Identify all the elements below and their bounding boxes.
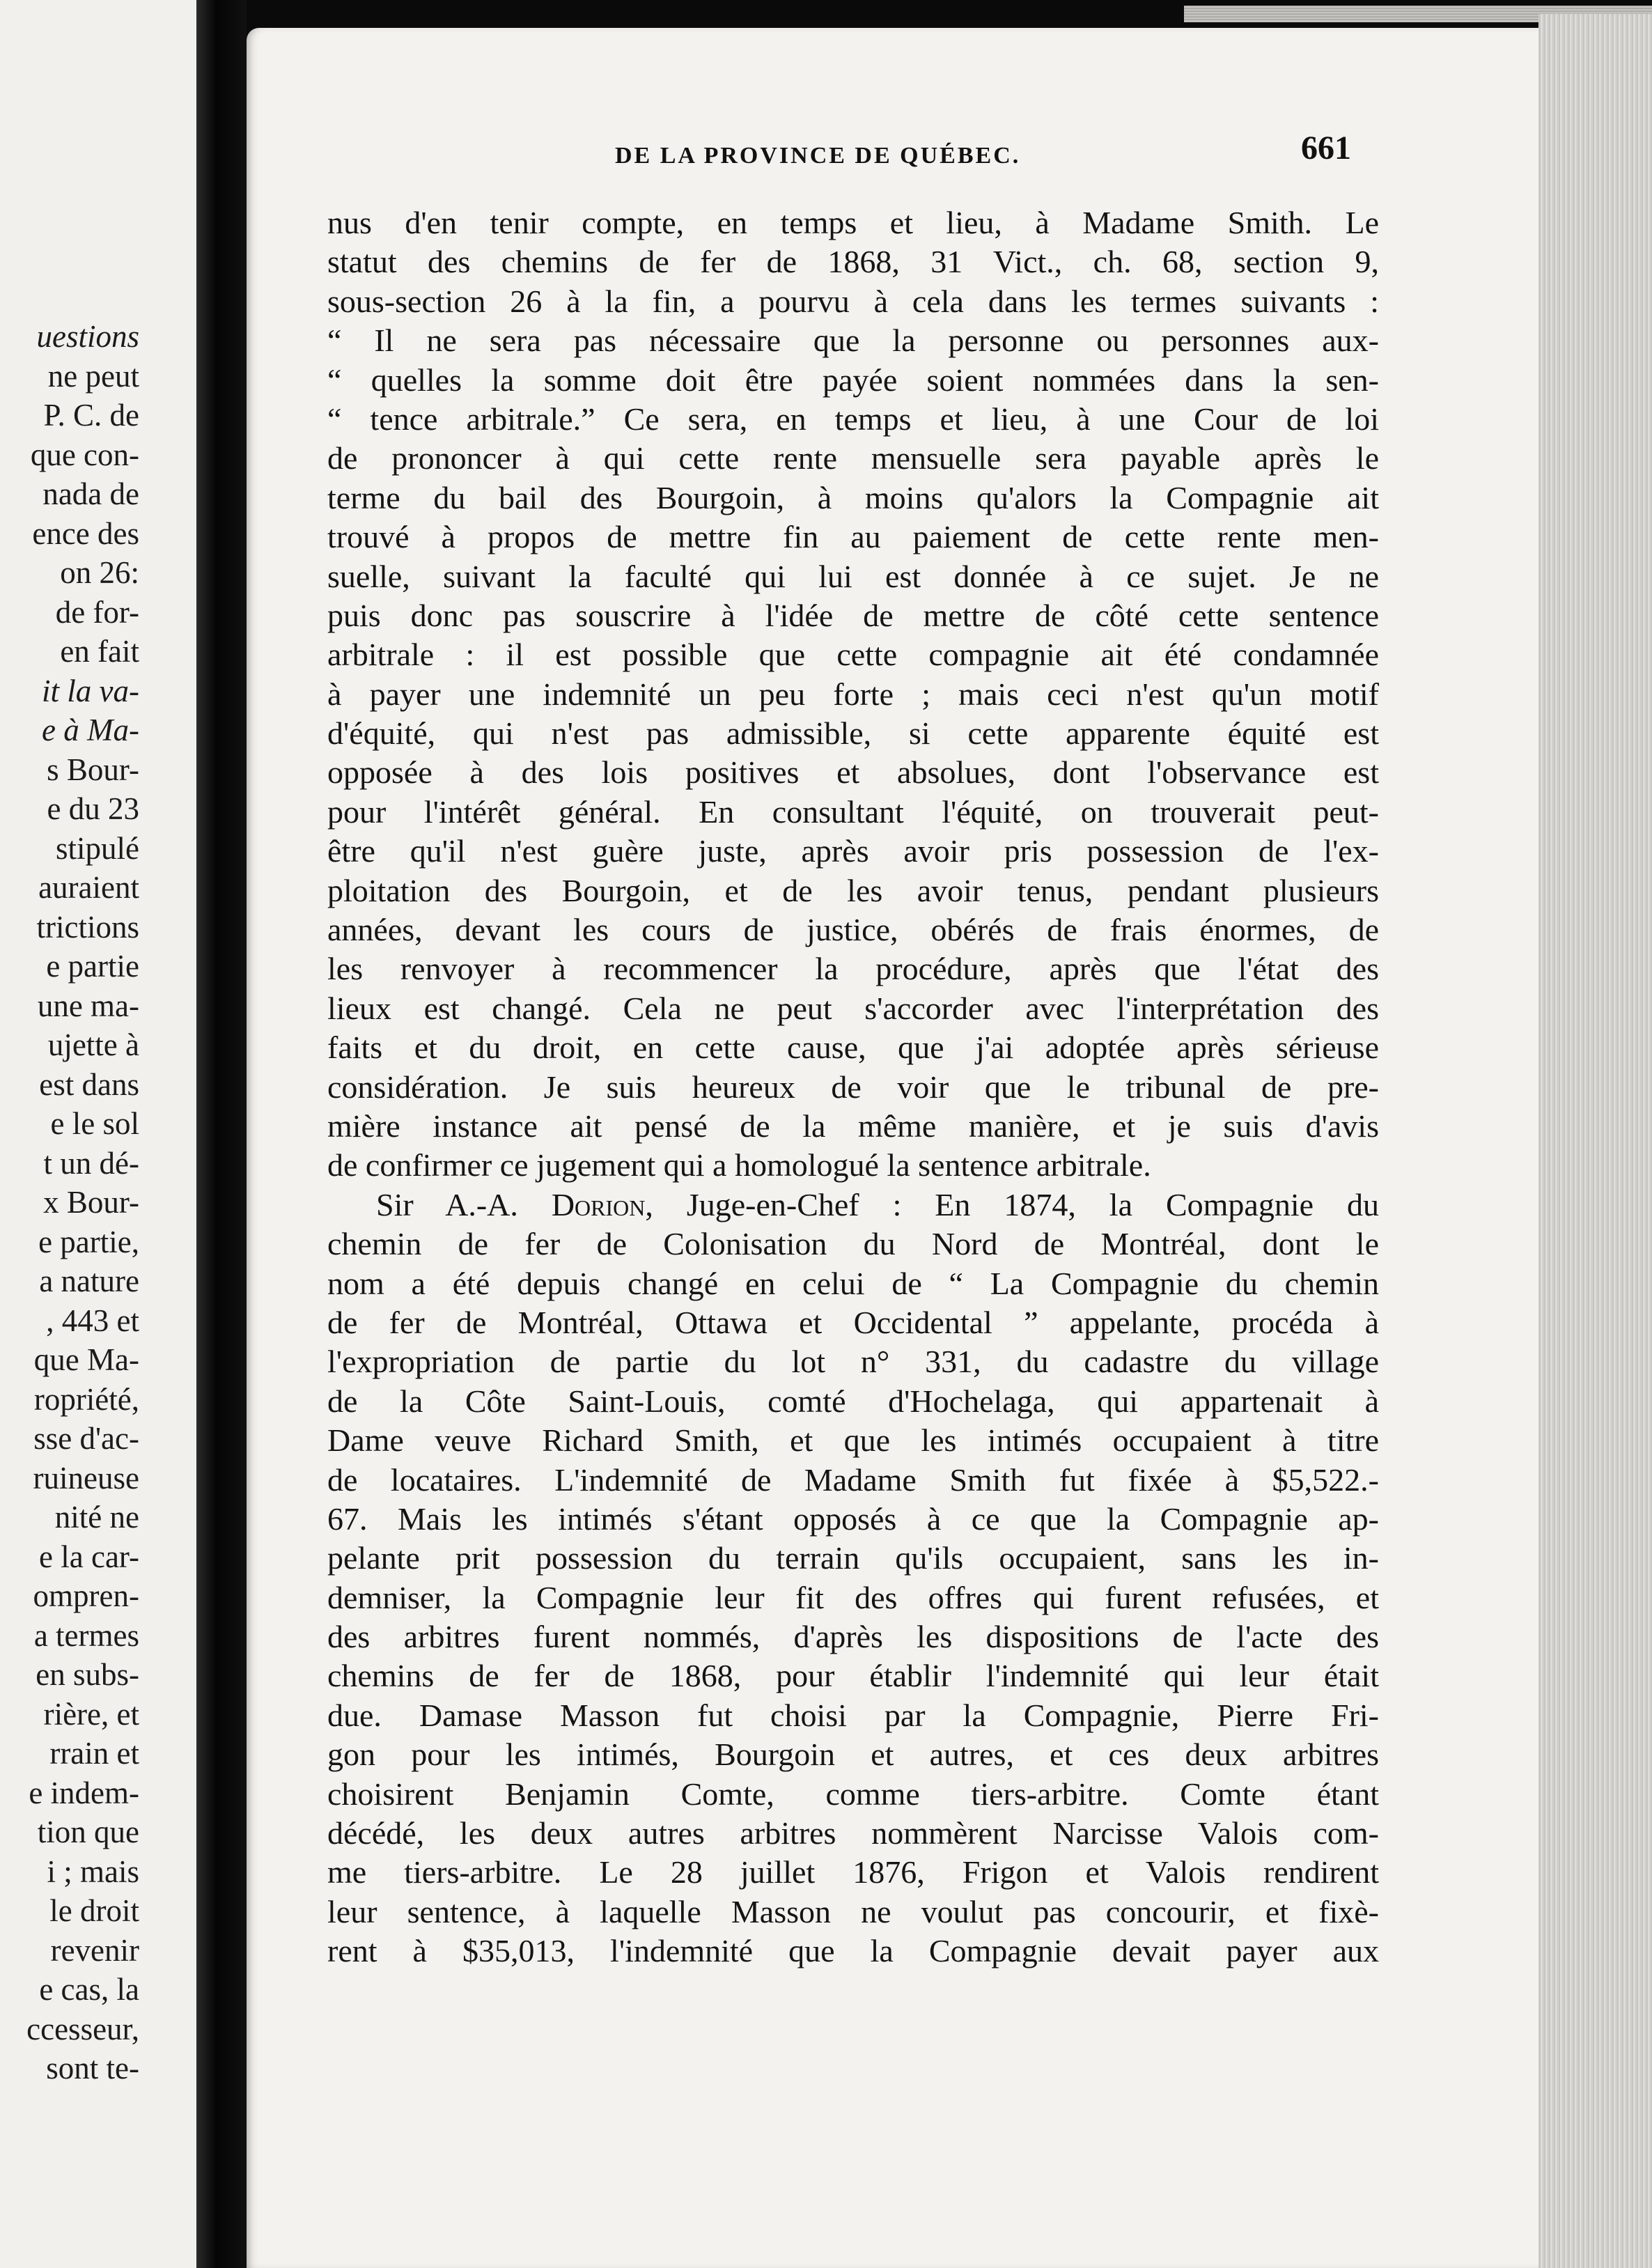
left-page-line: nada de [42, 476, 139, 511]
text-line: “ tence arbitrale.” Ce sera, en temps et lieu, à une Cour de loi [327, 401, 1379, 437]
text-line: trouvé à propos de mettre fin au paiement de cette rente men- [327, 519, 1379, 555]
left-page-line: ruineuse [33, 1460, 139, 1496]
left-page-line: stipulé [56, 830, 139, 866]
text-line: pour l'intérêt général. En consultant l'équité, on trouverait peut- [327, 793, 1379, 830]
page-stack-edge [1538, 14, 1652, 2268]
paragraph-start-text: , Juge-en-Chef : En 1874, la Compagnie du [645, 1186, 1379, 1222]
left-facing-page [0, 0, 196, 2268]
text-line: “ Il ne sera pas nécessaire que la personne ou personnes aux- [327, 323, 1379, 359]
text-line: arbitrale : il est possible que cette compagnie ait été condamnée [327, 637, 1379, 673]
text-line: sous-section 26 à la fin, a pourvu à cela dans les termes suivants : [327, 283, 1379, 319]
text-line: opposée à des lois positives et absolues, dont l'observance est [327, 754, 1379, 791]
left-page-line: rière, et [43, 1696, 139, 1732]
text-line: d'équité, qui n'est pas admissible, si cette apparente équité est [327, 715, 1379, 752]
left-page-text [0, 317, 139, 2088]
text-line: leur sentence, à laquelle Masson ne voulut pas concourir, et fixè- [327, 1893, 1379, 1929]
left-page-line: a termes [33, 1617, 139, 1653]
left-page-line: ccesseur, [26, 2011, 139, 2046]
text-line: pelante prit possession du terrain qu'ils occupaient, sans les in- [327, 1540, 1379, 1576]
body-text [327, 203, 1379, 1971]
left-page-line: en fait [60, 634, 139, 669]
text-line: suelle, suivant la faculté qui lui est donnée à ce sujet. Je ne [327, 558, 1379, 594]
text-line: de fer de Montréal, Ottawa et Occidental ” appelante, procéda à [327, 1304, 1379, 1340]
left-page-line: s Bour- [47, 752, 139, 787]
left-page-line: une ma- [37, 988, 139, 1023]
text-line: lieux est changé. Cela ne peut s'accorder avec l'interprétation des [327, 990, 1379, 1026]
left-page-line: e le sol [50, 1106, 139, 1141]
text-line: de prononcer à qui cette rente mensuelle sera payable après le [327, 440, 1379, 476]
text-line: de confirmer ce jugement qui a homologué la sentence arbitrale. [327, 1147, 1151, 1183]
left-page-line: e à Ma- [42, 713, 139, 747]
text-line: Dame veuve Richard Smith, et que les intimés occupaient à titre [327, 1422, 1379, 1459]
left-page-line: ropriété, [33, 1381, 139, 1417]
text-line: choisirent Benjamin Comte, comme tiers-arbitre. Comte étant [327, 1776, 1379, 1812]
text-line: statut des chemins de fer de 1868, 31 Vict., ch. 68, section 9, [327, 244, 1379, 280]
left-page-line: ujette à [47, 1027, 139, 1062]
text-line: ploitation des Bourgoin, et de les avoir tenus, pendant plusieurs [327, 872, 1379, 908]
left-page-line: sont te- [46, 2051, 139, 2086]
left-page-line: , 443 et [46, 1303, 139, 1338]
page-number: 661 [1301, 130, 1351, 166]
left-page-line: e du 23 [47, 791, 139, 826]
text-line: à payer une indemnité un peu forte ; mais ceci n'est qu'un motif [327, 676, 1379, 712]
left-page-line: e la car- [39, 1539, 139, 1574]
text-line: rent à $35,013, l'indemnité que la Compagnie devait payer aux [327, 1933, 1379, 1969]
left-page-line: it la va- [42, 673, 139, 708]
left-page-line: est dans [39, 1066, 139, 1102]
left-page-line: revenir [50, 1932, 139, 1968]
left-page-line: on 26: [60, 555, 139, 590]
text-line: me tiers-arbitre. Le 28 juillet 1876, Frigon et Valois rendirent [327, 1854, 1379, 1890]
left-page-line: rrain et [49, 1736, 139, 1771]
left-page-line: auraient [38, 870, 139, 905]
left-page-line: le droit [49, 1893, 139, 1928]
left-page-line: e indem- [29, 1775, 139, 1810]
text-line: nom a été depuis changé en celui de “ La Compagnie du chemin [327, 1265, 1379, 1301]
text-line: puis donc pas souscrire à l'idée de mettre de côté cette sentence [327, 597, 1379, 633]
text-line: 67. Mais les intimés s'étant opposés à ce que la Compagnie ap- [327, 1500, 1379, 1537]
left-page-line: ence des [32, 515, 139, 551]
left-page-line: uestions [36, 319, 139, 354]
left-page-line: x Bour- [43, 1185, 139, 1220]
left-page-line: e cas, la [39, 1972, 139, 2007]
left-page-line: e partie, [38, 1224, 139, 1259]
text-line: être qu'il n'est guère juste, après avoir pris possession de l'ex- [327, 833, 1379, 869]
text-line: due. Damase Masson fut choisi par la Compagnie, Pierre Fri- [327, 1697, 1379, 1733]
left-page-line: t un dé- [43, 1145, 139, 1181]
text-line: demniser, la Compagnie leur fit des offres qui furent refusées, et [327, 1579, 1379, 1615]
left-page-line: tion que [37, 1815, 139, 1849]
left-page-line: ne peut [47, 358, 139, 394]
left-page-line: que Ma- [33, 1342, 139, 1377]
text-line: chemins de fer de 1868, pour établir l'indemnité qui leur était [327, 1658, 1379, 1694]
text-line: années, devant les cours de justice, obérés de frais énormes, de [327, 912, 1379, 948]
text-line: de la Côte Saint-Louis, comté d'Hochelaga, qui appartenait à [327, 1383, 1379, 1419]
text-line: l'expropriation de partie du lot n° 331, du cadastre du village [327, 1344, 1379, 1380]
text-line: “ quelles la somme doit être payée soient nommées dans la sen- [327, 362, 1379, 398]
left-page-line: sse d'ac- [33, 1421, 139, 1456]
left-page-line: que con- [30, 437, 139, 472]
text-line: chemin de fer de Colonisation du Nord de Montréal, dont le [327, 1226, 1379, 1262]
text-line: terme du bail des Bourgoin, à moins qu'alors la Compagnie ait [327, 479, 1379, 515]
book-gutter [196, 0, 247, 2268]
left-page-line: ompren- [33, 1578, 139, 1613]
left-page-line: a nature [39, 1264, 139, 1298]
running-head: DE LA PROVINCE DE QUÉBEC. [615, 143, 1021, 169]
left-page-line: trictions [36, 909, 139, 945]
left-page-line: P. C. de [43, 398, 139, 433]
paragraph-start-line [327, 1186, 1379, 1225]
left-page-line: i ; mais [47, 1854, 139, 1889]
text-line: considération. Je suis heureux de voir que le tribunal de pre- [327, 1069, 1379, 1105]
judge-name: Dorion [551, 1186, 646, 1222]
left-page-line: e partie [46, 949, 139, 984]
text-line: faits et du droit, en cette cause, que j'ai adoptée après sérieuse [327, 1030, 1379, 1066]
text-line: de locataires. L'indemnité de Madame Smith fut fixée à $5,522.- [327, 1461, 1379, 1498]
left-page-line: nité ne [54, 1500, 139, 1535]
text-line: décédé, les deux autres arbitres nommèrent Narcisse Valois com- [327, 1815, 1379, 1851]
left-page-line: en subs- [36, 1657, 139, 1692]
text-line: nus d'en tenir compte, en temps et lieu, à Madame Smith. Le [327, 205, 1379, 240]
text-line: des arbitres furent nommés, d'après les dispositions de l'acte des [327, 1619, 1379, 1655]
text-line: gon pour les intimés, Bourgoin et autres, et ces deux arbitres [327, 1737, 1379, 1773]
speaker-prefix: Sir A.-A. [376, 1186, 552, 1222]
text-line: mière instance ait pensé de la même manière, et je suis d'avis [327, 1108, 1379, 1144]
text-line: les renvoyer à recommencer la procédure, après que l'état des [327, 951, 1379, 987]
left-page-line: de for- [55, 594, 139, 630]
